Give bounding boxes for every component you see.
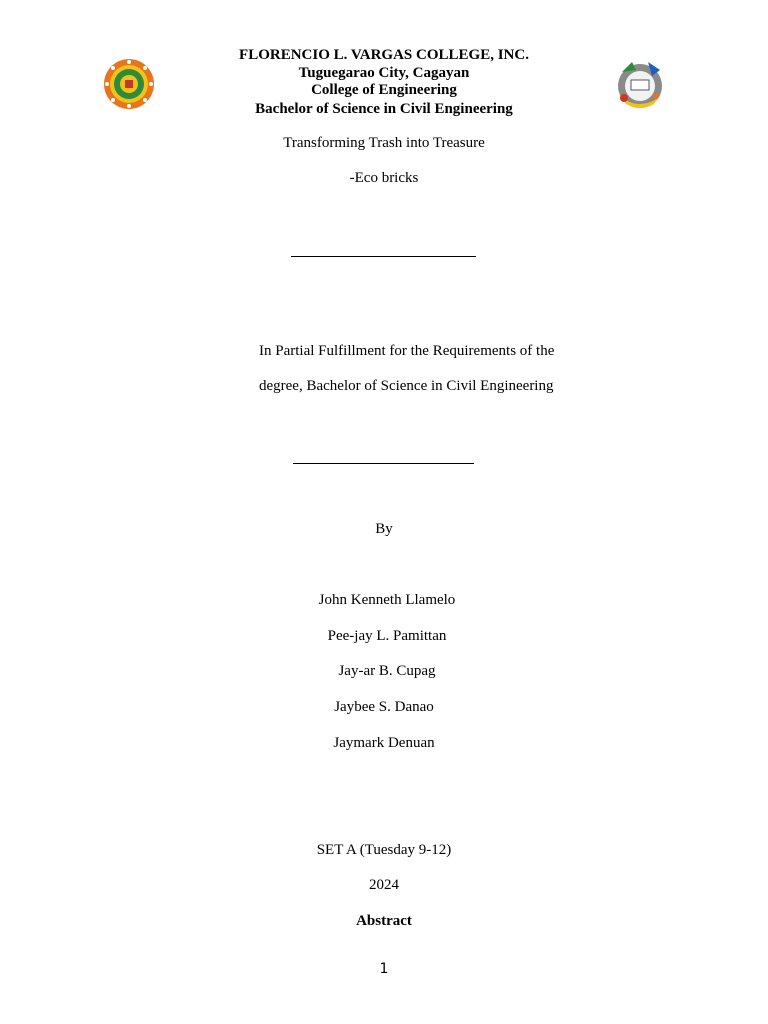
author-name: Jaymark Denuan <box>333 735 435 751</box>
page-number: 1 <box>379 961 389 977</box>
institution-name: FLORENCIO L. VARGAS COLLEGE, INC. <box>239 47 529 63</box>
year: 2024 <box>369 877 399 893</box>
fulfillment-line-2: degree, Bachelor of Science in Civil Engineering <box>259 378 554 394</box>
document-title: Transforming Trash into Treasure <box>283 135 485 151</box>
divider-rule <box>293 463 474 464</box>
divider-rule <box>291 256 476 257</box>
document-subtitle: -Eco bricks <box>349 170 419 186</box>
program-name: Bachelor of Science in Civil Engineering <box>255 101 513 117</box>
institution-location: Tuguegarao City, Cagayan <box>298 65 470 81</box>
author-name: John Kenneth Llamelo <box>318 592 456 608</box>
author-name: Jay-ar B. Cupag <box>338 663 436 679</box>
by-label: By <box>375 521 393 537</box>
author-name: Pee-jay L. Pamittan <box>327 628 447 644</box>
author-name: Jaybee S. Danao <box>334 699 434 715</box>
abstract-heading: Abstract <box>356 913 412 929</box>
college-name: College of Engineering <box>311 82 457 98</box>
set-info: SET A (Tuesday 9-12) <box>316 842 452 858</box>
fulfillment-line-1: In Partial Fulfillment for the Requirements of the <box>259 343 555 359</box>
